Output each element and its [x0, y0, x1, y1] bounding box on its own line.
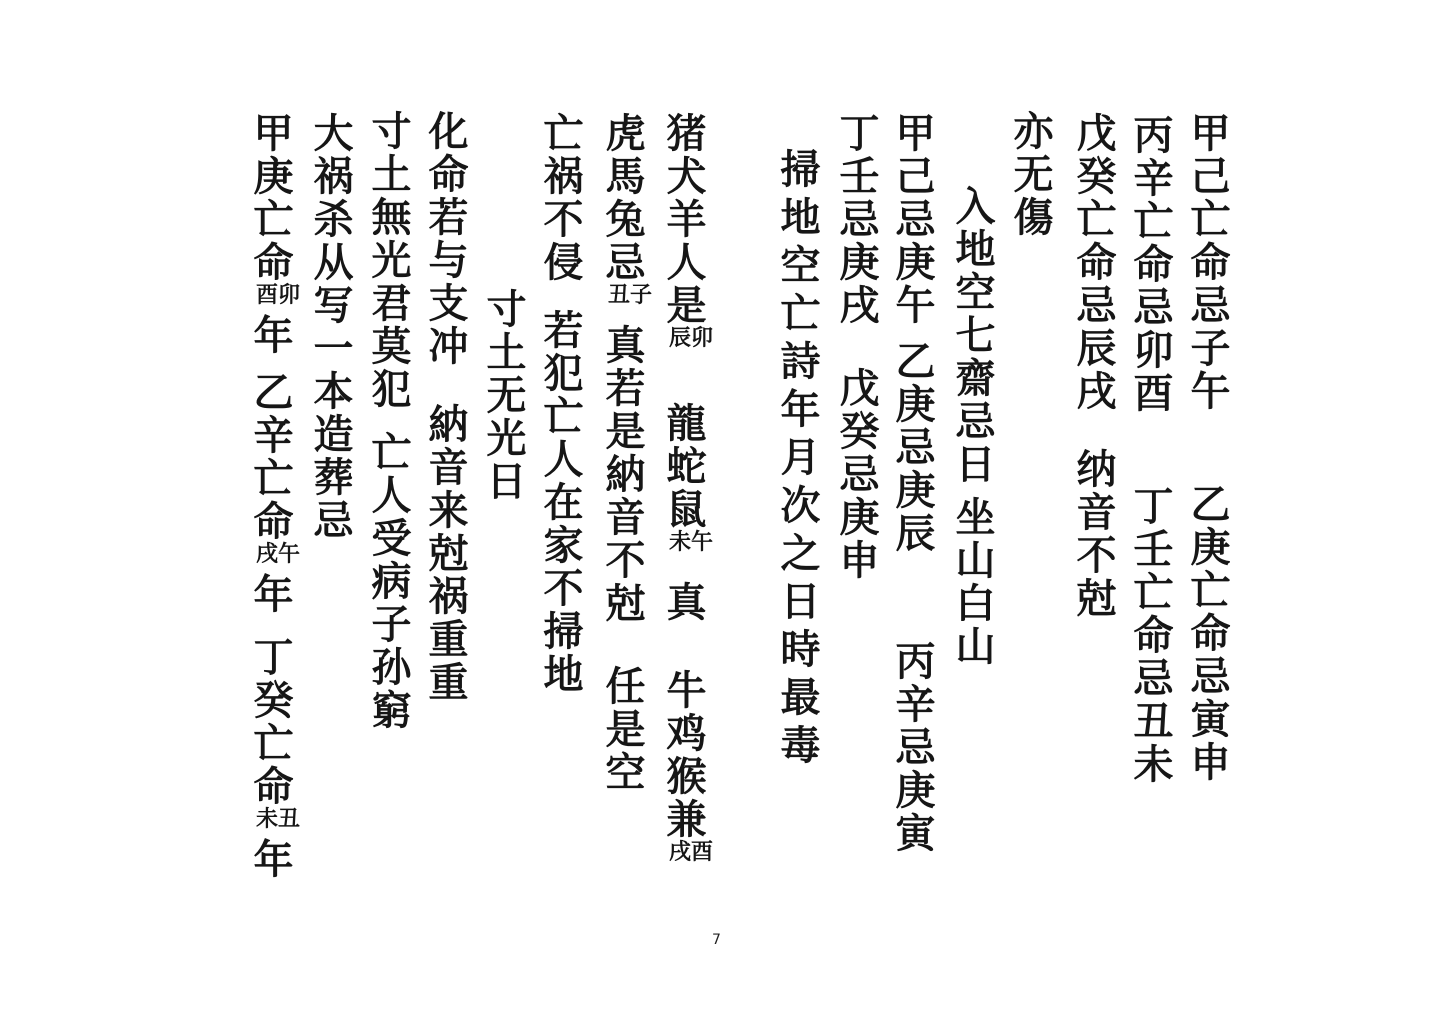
- text-segment: 化命若与支冲: [422, 110, 469, 368]
- text-segment: 丁壬忌庚戌: [833, 112, 880, 327]
- text-segment: 虎馬兔忌: [599, 112, 646, 284]
- segment-gap: [632, 625, 633, 665]
- text-segment: 丁壬亡命忌丑未: [1127, 485, 1174, 786]
- segment-gap: [280, 357, 281, 371]
- small-annotation-char: 丑: [607, 282, 630, 308]
- text-segment: 年: [247, 314, 294, 357]
- small-annotation-char: 辰: [668, 325, 691, 351]
- segment-gap: [866, 327, 867, 367]
- small-annotation-pair-inner: [255, 541, 301, 567]
- small-annotation-pair: [607, 282, 653, 314]
- segment-gap: [1103, 413, 1104, 448]
- text-segment: 戊癸亡命忌辰戌: [1070, 112, 1117, 413]
- text-column-6: [890, 112, 934, 855]
- text-segment: 丁癸亡命: [247, 636, 294, 808]
- segment-gap: [632, 314, 633, 324]
- text-segment: 寸土無光君莫犯: [365, 110, 412, 411]
- segment-gap: [1160, 415, 1161, 485]
- small-annotation-char: 戌: [255, 541, 278, 567]
- segment-gap: [693, 624, 694, 669]
- small-annotation-char: 酉: [255, 282, 278, 308]
- text-segment: 年: [247, 573, 294, 616]
- text-segment: 甲庚亡命: [247, 112, 294, 284]
- text-column-15: [308, 112, 352, 542]
- text-segment: 亡人受病子孙窮: [365, 431, 412, 732]
- segment-gap: [398, 411, 399, 431]
- text-segment: 坐山白山: [949, 496, 996, 668]
- text-segment: 丙辛亡命忌卯酉: [1127, 114, 1174, 415]
- text-segment: 戊癸忌庚申: [833, 367, 880, 582]
- segment-gap: [570, 284, 571, 309]
- small-annotation-pair: [255, 282, 301, 314]
- text-column-9: [661, 112, 714, 871]
- text-segment: 亦无傷: [1007, 110, 1054, 239]
- page-number: 7: [712, 932, 721, 948]
- text-segment: 乙庚忌庚辰: [889, 340, 936, 555]
- text-segment: 乙庚亡命忌寅申: [1184, 483, 1231, 784]
- small-annotation-pair-inner: [255, 806, 301, 832]
- text-column-1: [1185, 112, 1229, 784]
- small-annotation-pair-inner: [255, 282, 301, 308]
- text-column-14: [366, 110, 410, 732]
- text-segment: 入地空七齋忌日: [949, 185, 996, 486]
- small-annotation-pair: [668, 529, 714, 561]
- small-annotation-pair-inner: [668, 529, 714, 555]
- text-segment: 丙辛忌庚寅: [889, 640, 936, 855]
- text-segment: 甲己忌庚午: [889, 112, 936, 327]
- segment-gap: [693, 561, 694, 581]
- small-annotation-pair: [668, 839, 714, 871]
- small-annotation-char: 子: [629, 282, 652, 308]
- small-annotation-char: 未: [668, 529, 691, 555]
- text-segment: 真: [660, 581, 707, 624]
- small-annotation-char: 戌: [668, 839, 691, 865]
- text-column-8: [775, 148, 819, 772]
- text-segment: 寸土无光日: [480, 288, 527, 503]
- small-annotation-char: 丑: [277, 806, 300, 832]
- text-segment: 年: [247, 838, 294, 881]
- text-segment: 任是空: [599, 665, 646, 794]
- text-segment: 纳音不尅: [1070, 448, 1117, 620]
- small-annotation-char: 未: [255, 806, 278, 832]
- text-segment: 納音来尅祸重重: [422, 403, 469, 704]
- text-segment: 若犯亡人在家不掃地: [537, 309, 584, 696]
- segment-gap: [693, 357, 694, 402]
- segment-gap: [1217, 413, 1218, 483]
- small-annotation-char: 卯: [690, 325, 713, 351]
- segment-gap: [982, 486, 983, 496]
- segment-gap: [922, 555, 923, 640]
- small-annotation-pair-inner: [607, 282, 653, 308]
- text-segment: 牛鸡猴兼: [660, 669, 707, 841]
- small-annotation-char: 午: [277, 541, 300, 567]
- small-annotation-pair-inner: [668, 325, 714, 351]
- small-annotation-char: 卯: [277, 282, 300, 308]
- text-segment: 甲己亡命忌子午: [1184, 112, 1231, 413]
- text-segment: 大祸杀从写一本造葬忌: [307, 112, 354, 542]
- segment-gap: [455, 368, 456, 403]
- text-column-4: [1008, 110, 1052, 239]
- small-annotation-pair: [255, 806, 301, 838]
- text-column-16: [248, 112, 301, 881]
- text-column-10: [600, 112, 653, 794]
- text-segment: 亡祸不侵: [537, 112, 584, 284]
- segment-gap: [280, 616, 281, 636]
- text-segment: 乙辛亡命: [247, 371, 294, 543]
- small-annotation-pair: [255, 541, 301, 573]
- small-annotation-pair-inner: [668, 839, 714, 865]
- text-segment: 掃地空亡詩年月次之日時最毒: [774, 148, 821, 772]
- text-column-12: [481, 288, 525, 503]
- text-column-13: [423, 110, 467, 704]
- text-column-11: [538, 112, 582, 696]
- text-column-2: [1128, 114, 1172, 786]
- small-annotation-char: 酉: [690, 839, 713, 865]
- text-segment: 真若是納音不尅: [599, 324, 646, 625]
- text-column-3: [1071, 112, 1115, 620]
- text-segment: 龍蛇鼠: [660, 402, 707, 531]
- text-column-7: [834, 112, 878, 582]
- text-segment: 猪犬羊人是: [660, 112, 707, 327]
- text-column-5: [950, 185, 994, 668]
- small-annotation-pair: [668, 325, 714, 357]
- small-annotation-char: 午: [690, 529, 713, 555]
- segment-gap: [922, 327, 923, 340]
